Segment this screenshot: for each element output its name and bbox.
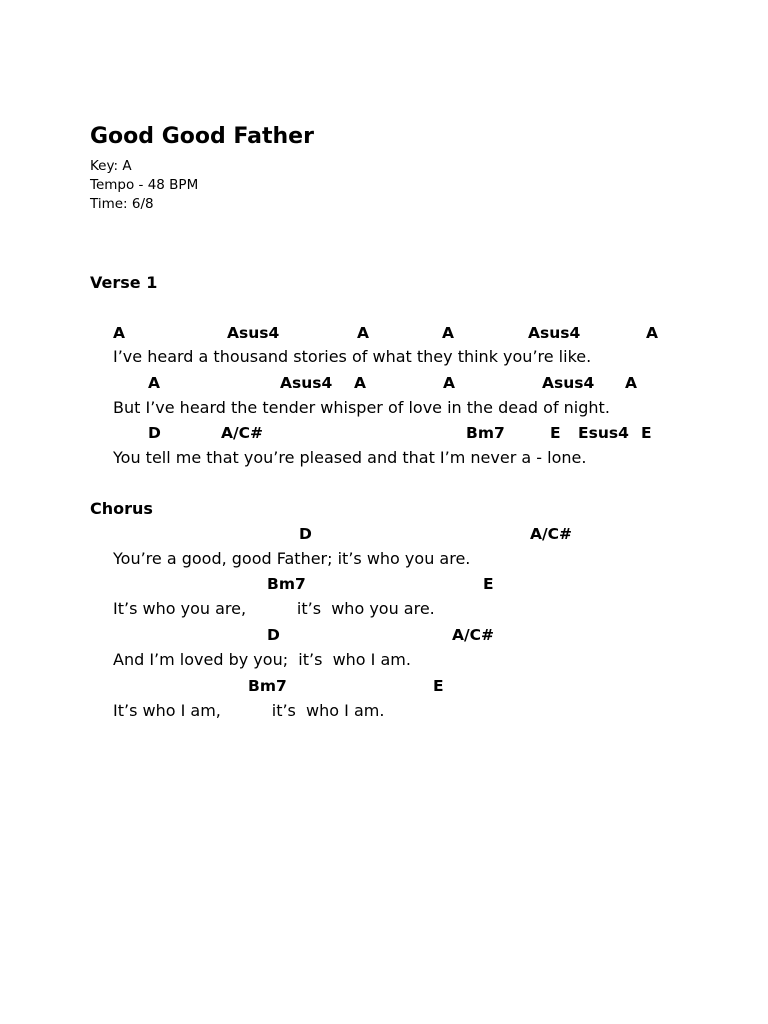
chord: Asus4 [227, 324, 280, 342]
chord: A [442, 324, 454, 342]
chord: E [641, 424, 652, 442]
chord: Bm7 [248, 677, 287, 695]
section-heading-chorus: Chorus [90, 499, 153, 518]
chord: A [625, 374, 637, 392]
lyric-line: But I’ve heard the tender whisper of love in the dead of night. [113, 398, 610, 417]
chord: D [148, 424, 161, 442]
lyric-line: It’s who I am, it’s who I am. [113, 701, 385, 720]
chord: Bm7 [267, 575, 306, 593]
lyric-line: You tell me that you’re pleased and that I’m never a - lone. [113, 448, 587, 467]
chord: A [148, 374, 160, 392]
chord: E [483, 575, 494, 593]
chord: A [113, 324, 125, 342]
chord: Esus4 [578, 424, 629, 442]
lyric-line: I’ve heard a thousand stories of what they think you’re like. [113, 347, 592, 366]
chord: A/C# [452, 626, 495, 644]
chord: Asus4 [280, 374, 333, 392]
song-time-signature: Time: 6/8 [90, 196, 154, 212]
song-title: Good Good Father [90, 124, 314, 149]
song-tempo: Tempo - 48 BPM [90, 177, 199, 193]
section-heading-verse-1: Verse 1 [90, 273, 158, 292]
chord: A [646, 324, 658, 342]
chord: D [267, 626, 280, 644]
chord: A [357, 324, 369, 342]
chord: Asus4 [542, 374, 595, 392]
lyric-line: And I’m loved by you; it’s who I am. [113, 650, 411, 669]
chord: E [433, 677, 444, 695]
chord: A/C# [530, 525, 573, 543]
chord: E [550, 424, 561, 442]
chord: D [299, 525, 312, 543]
chord: A [354, 374, 366, 392]
song-key: Key: A [90, 158, 132, 174]
lyric-line: It’s who you are, it’s who you are. [113, 599, 435, 618]
chord: Bm7 [466, 424, 505, 442]
chord: Asus4 [528, 324, 581, 342]
lyric-line: You’re a good, good Father; it’s who you are. [113, 549, 471, 568]
chord: A/C# [221, 424, 264, 442]
chord: A [443, 374, 455, 392]
